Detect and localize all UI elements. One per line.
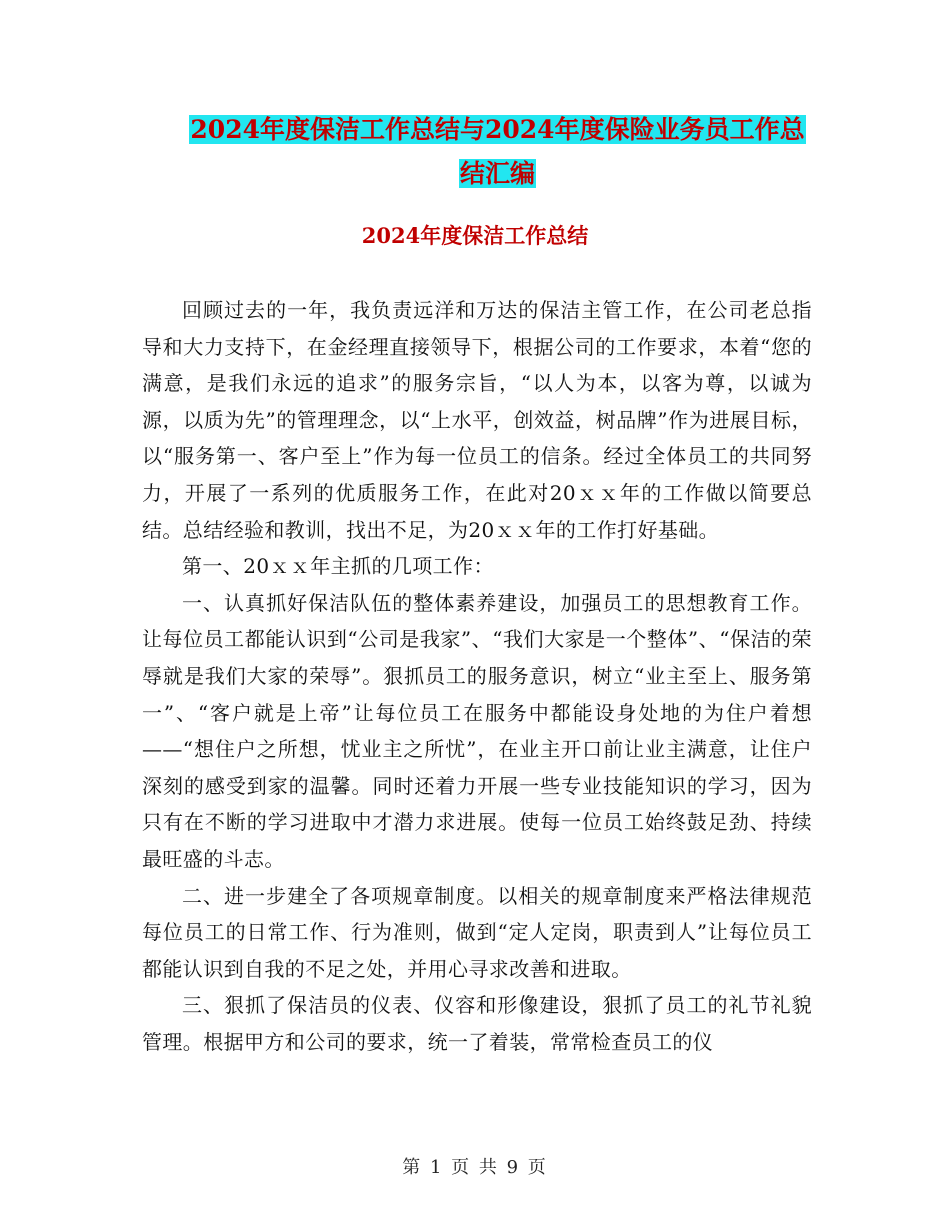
- page-footer: 第 1 页 共 9 页: [402, 1157, 548, 1178]
- paragraph-item-2: 二、进一步建全了各项规章制度。以相关的规章制度来严格法律规范每位员工的日常工作、行为准则，做到“定人定岗，职责到人”让每位员工都能认识到自我的不足之处，并用心寻求改善和进取。: [142, 883, 812, 981]
- document-title: [140, 108, 855, 196]
- document-title-line-2: 结汇编: [459, 159, 535, 188]
- section-title: 2024年度保洁工作总结: [361, 223, 589, 248]
- paragraph-heading-1: 第一、20ｘｘ年主抓的几项工作：: [182, 554, 494, 579]
- body-text: [142, 292, 812, 1060]
- paragraph-intro: 回顾过去的一年，我负责远洋和万达的保洁主管工作，在公司老总指导和大力支持下，在金经理直接领导下，根据公司的工作要求，本着“您的满意，是我们永远的追求”的服务宗旨，“以人为本，以客为尊，以诚为源，以质为先”的管理理念，以“上水平，创效益，树品牌”作为进展目标，以“服务第一、客户至上”作为每一位员工的信条。经过全体员工的共同努力，开展了一系列的优质服务工作，在此对20ｘｘ年的工作做以简要总结。总结经验和教训，找出不足，为20ｘｘ年的工作打好基础。: [142, 298, 812, 542]
- paragraph-item-3: 三、狠抓了保洁员的仪表、仪容和形像建设，狠抓了员工的礼节礼貌管理。根据甲方和公司的要求，统一了着装，常常检查员工的仪: [142, 993, 812, 1054]
- paragraph-item-1: 一、认真抓好保洁队伍的整体素养建设，加强员工的思想教育工作。让每位员工都能认识到“公司是我家”、“我们大家是一个整体”、“保洁的荣辱就是我们大家的荣辱”。狠抓员工的服务意识，树立“业主至上、服务第一”、“客户就是上帝”让每位员工在服务中都能设身处地的为住户着想——“想住户之所想，忧业主之所忧”，在业主开口前让业主满意，让住户深刻的感受到家的温馨。同时还着力开展一些专业技能知识的学习，因为只有在不断的学习进取中才潜力求进展。使每一位员工始终鼓足劲、持续最旺盛的斗志。: [142, 590, 812, 871]
- document-title-line-1: 2024年度保洁工作总结与2024年度保险业务员工作总: [190, 115, 805, 144]
